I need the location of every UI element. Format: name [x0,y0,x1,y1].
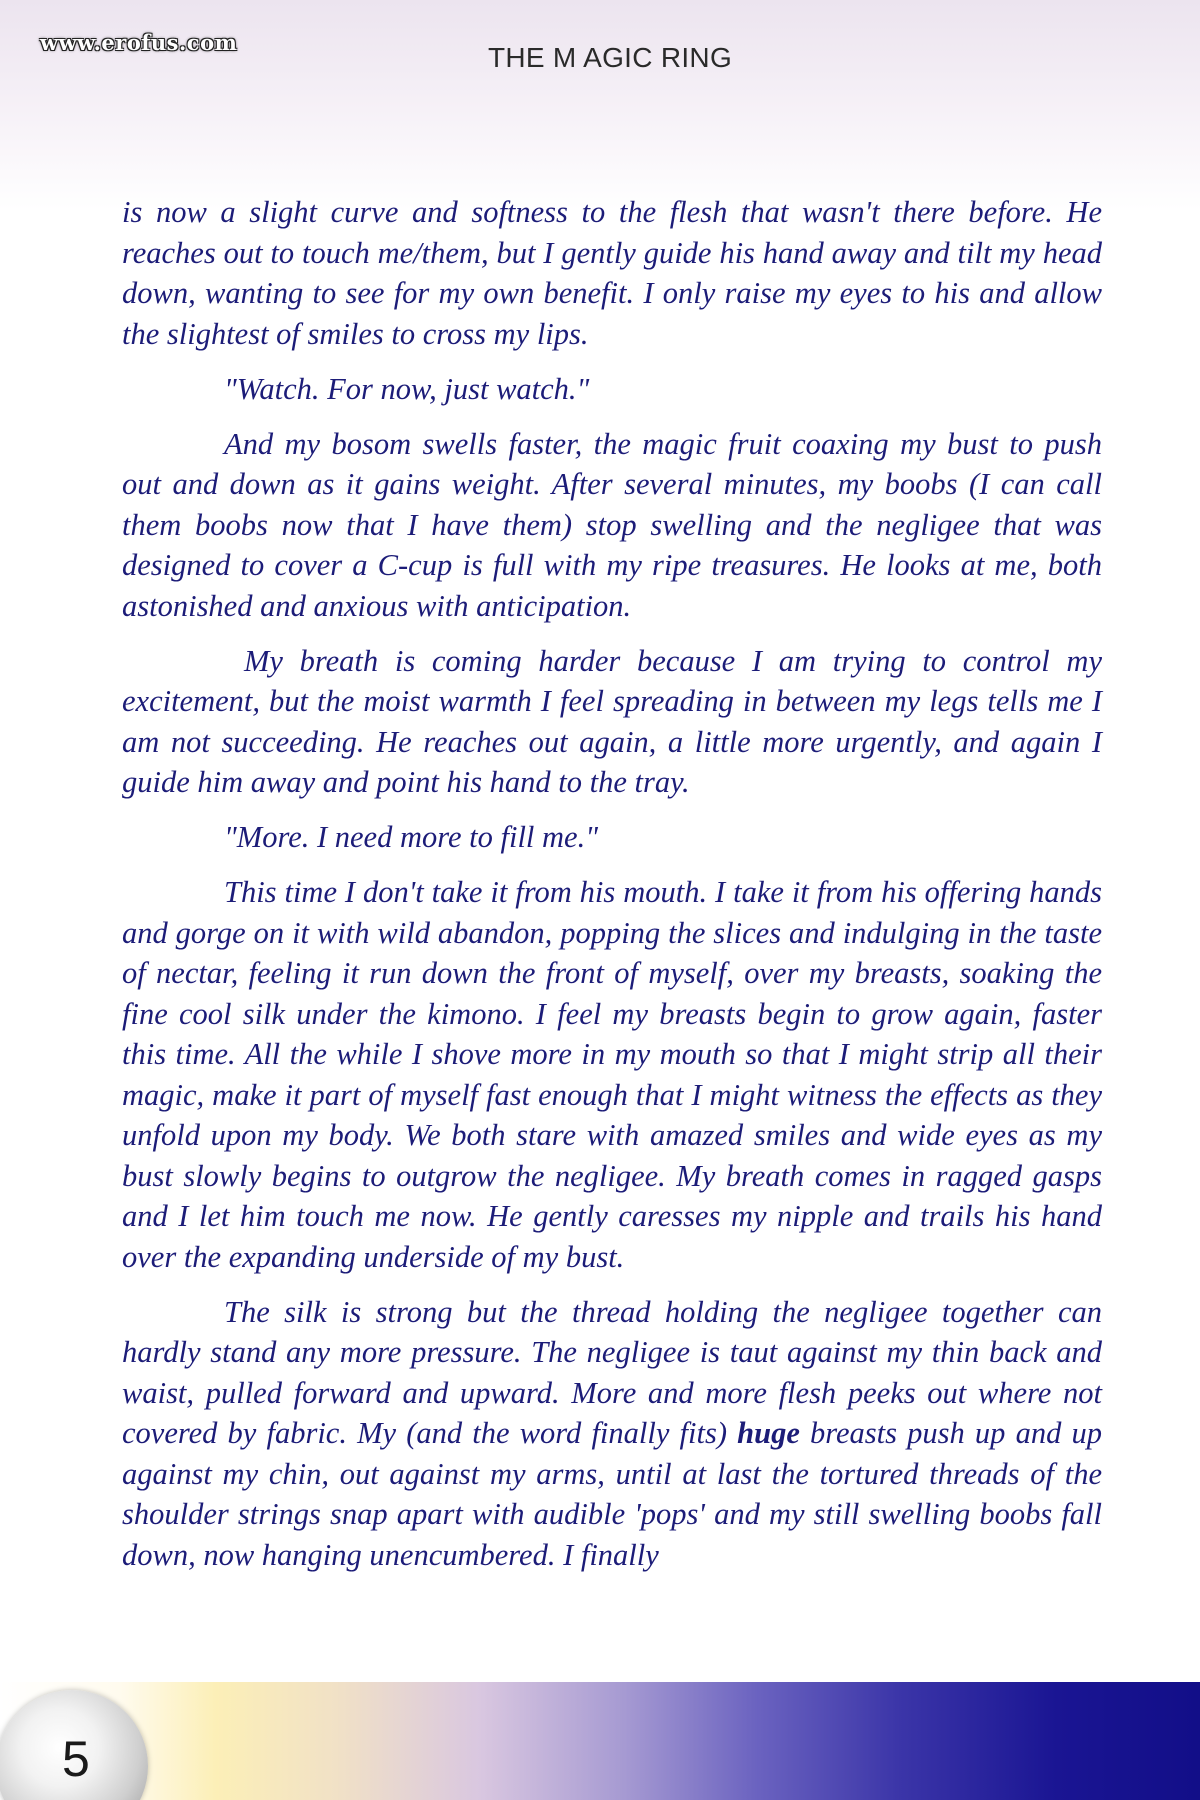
paragraph: "Watch. For now, just watch." [224,371,590,406]
watermark: www.erofus.com [40,30,238,55]
paragraph: "More. I need more to fill me." [224,820,599,854]
page-number: 5 [62,1731,90,1787]
paragraph-text: The silk is strong but the thread holding the negligee together can hardly stand any more pressure. The negligee is taut against my thin back and waist, pulled forward and upward. More and more flesh peeks out where not covered by fabric. My (and the word finally fits) [122,1294,1102,1450]
paragraph: And my bosom swells faster, the magic fruit coaxing my bust to push out and down as it gains weight. After several minutes, my boobs (I can call them boobs now that I have them) stop swelling and the negligee that was designed to cover a C-cup is full with my ripe treasures. He looks at me, both astonished and anxious with anticipation. [122,426,1102,623]
paragraph: is now a slight curve and softness to the flesh that wasn't there before. He reaches out to touch me/them, but I gently guide his hand away and tilt my head down, wanting to see for my own benefit. I only raise my eyes to his and allow the slightest of smiles to cross my lips. [122,195,1102,351]
footer-gradient-band [0,1682,1200,1800]
running-title: THE M AGIC RING [487,42,733,73]
body-text [122,192,1102,1590]
emphasized-word: huge [737,1416,800,1450]
paragraph-text: breasts push up and up against my chin, out against my arms, until at last the tortured threads of the shoulder strings snap apart with audible 'pops' and my still swelling boobs fall down, now hanging unencumbered. I finally [122,1416,1102,1572]
paragraph: This time I don't take it from his mouth. I take it from his offering hands and gorge on it with wild abandon, popping the slices and indulging in the taste of nectar, feeling it run down the front of myself, over my breasts, soaking the fine cool silk under the kimono. I feel my breasts begin to grow again, faster this time. All the while I shove more in my mouth so that I might strip all their magic, make it part of myself fast enough that I might witness the effects as they unfold upon my body. We both stare with amazed smiles and wide eyes as my bust slowly begins to outgrow the negligee. My breath comes in ragged gasps and I let him touch me now. He gently caresses my nipple and trails his hand over the expanding underside of my bust. [122,875,1102,1274]
paragraph [122,1292,1102,1576]
paragraph: My breath is coming harder because I am trying to control my excitement, but the moist warmth I feel spreading in between my legs tells me I am not succeeding. He reaches out again, a little more urgently, and again I guide him away and point his hand to the tray. [122,643,1102,799]
